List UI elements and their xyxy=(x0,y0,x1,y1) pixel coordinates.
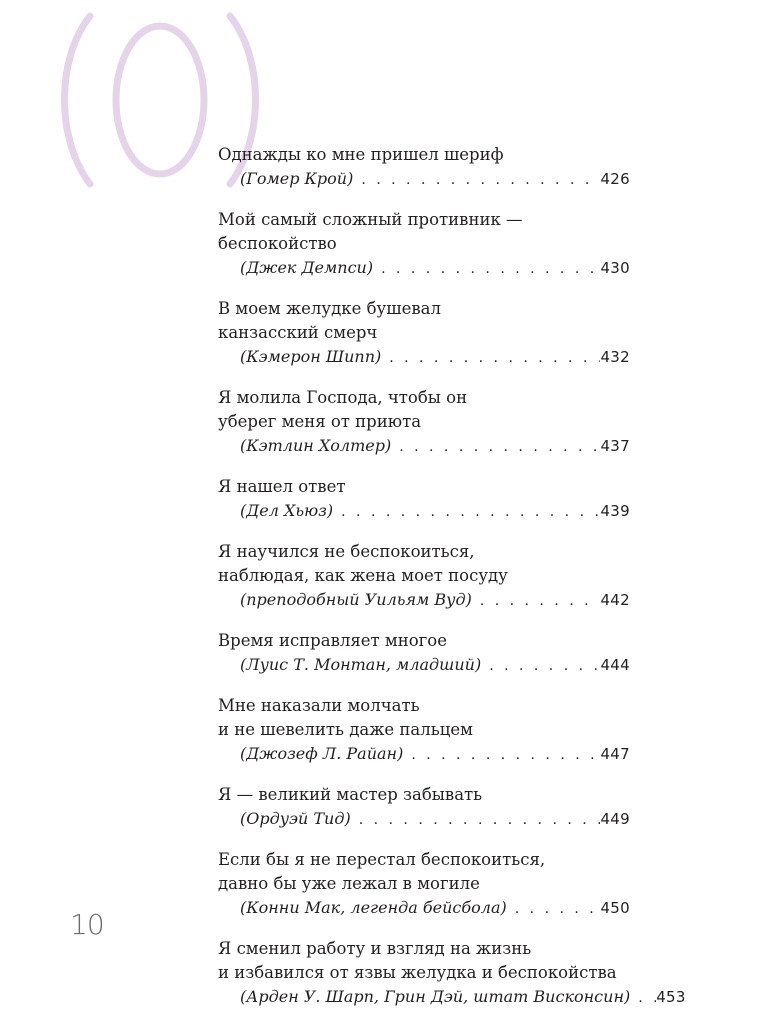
toc-entry-author: (Кэмерон Шипп) xyxy=(240,347,382,366)
toc-entry-author: (Дел Хьюз) xyxy=(240,501,334,520)
toc-entry-author-line xyxy=(218,434,630,459)
toc-entry-title: Я научился не беспокоиться, xyxy=(218,542,475,561)
toc-entry-page: 447 xyxy=(600,745,630,763)
toc-entry-author: (Джозеф Л. Райан) xyxy=(240,744,404,763)
dot-leader xyxy=(351,808,601,832)
dot-leader xyxy=(333,500,600,524)
toc-entry-author: (Гомер Крой) xyxy=(240,169,354,188)
section-mark-zero xyxy=(116,26,204,174)
toc-entry-page: 432 xyxy=(600,348,630,366)
toc-entry xyxy=(218,937,686,1010)
toc-entry-author-line xyxy=(218,653,630,678)
toc-entry xyxy=(218,297,630,370)
toc-entry-title: и избавился от язвы желудка и беспокойства xyxy=(218,963,617,982)
toc-entry xyxy=(218,694,630,767)
dot-leader xyxy=(373,257,600,281)
toc-entry-title: канзасский смерч xyxy=(218,323,378,342)
toc-entry-author-line xyxy=(218,499,630,524)
dot-leader xyxy=(403,743,600,767)
toc-entry-author-line xyxy=(218,256,630,281)
dot-leader xyxy=(391,435,600,459)
toc-entry-author-line xyxy=(218,807,630,832)
toc-entry-page: 444 xyxy=(600,656,630,674)
toc-entry xyxy=(218,208,630,281)
table-of-contents xyxy=(218,143,686,1026)
toc-entry-page: 442 xyxy=(600,591,630,609)
toc-entry-page: 450 xyxy=(600,899,630,917)
toc-entry xyxy=(218,629,630,678)
toc-entry xyxy=(218,143,630,192)
toc-entry-title: беспокойство xyxy=(218,234,337,253)
dot-leader xyxy=(481,654,600,678)
toc-entry xyxy=(218,386,630,459)
toc-entry-author: (Арден У. Шарп, Грин Дэй, штат Висконсин) xyxy=(240,987,631,1006)
toc-entry-page: 453 xyxy=(656,988,686,1006)
toc-entry-title: уберег меня от приюта xyxy=(218,412,422,431)
dot-leader xyxy=(630,986,656,1010)
toc-entry xyxy=(218,848,630,921)
toc-entry-title: Если бы я не перестал беспокоиться, xyxy=(218,850,546,869)
dot-leader xyxy=(353,168,600,192)
page-number: 10 xyxy=(70,908,104,941)
toc-entry xyxy=(218,783,630,832)
toc-entry-page: 449 xyxy=(600,810,630,828)
toc-entry-title: В моем желудке бушевал xyxy=(218,299,441,318)
toc-entry-title: наблюдая, как жена моет посуду xyxy=(218,566,508,585)
toc-entry-author: (Конни Мак, легенда бейсбола) xyxy=(240,898,507,917)
dot-leader xyxy=(472,589,601,613)
toc-entry-page: 437 xyxy=(600,437,630,455)
toc-entry-title: Я сменил работу и взгляд на жизнь xyxy=(218,939,532,958)
toc-entry-author: (Кэтлин Холтер) xyxy=(240,436,392,455)
toc-entry xyxy=(218,540,630,613)
toc-entry xyxy=(218,475,630,524)
toc-entry-author-line xyxy=(218,985,686,1010)
toc-entry-author-line xyxy=(218,345,630,370)
toc-entry-page: 426 xyxy=(600,170,630,188)
toc-entry-author: (преподобный Уильям Вуд) xyxy=(240,590,472,609)
toc-entry-author: (Джек Демпси) xyxy=(240,258,374,277)
toc-entry-author-line xyxy=(218,742,630,767)
toc-entry-author-line xyxy=(218,588,630,613)
toc-entry-title: Я — великий мастер забывать xyxy=(218,785,483,804)
toc-entry-title: давно бы уже лежал в могиле xyxy=(218,874,480,893)
toc-entry-title: Я молила Господа, чтобы он xyxy=(218,388,468,407)
toc-entry-title: Я нашел ответ xyxy=(218,477,346,496)
dot-leader xyxy=(381,346,600,370)
toc-entry-page: 430 xyxy=(600,259,630,277)
toc-entry-title: Мой самый сложный противник — xyxy=(218,210,523,229)
toc-entry-title: Мне наказали молчать xyxy=(218,696,420,715)
toc-entry-author: (Ордуэй Тид) xyxy=(240,809,351,828)
toc-entry-title: Однажды ко мне пришел шериф xyxy=(218,145,504,164)
section-mark-left-paren xyxy=(65,16,91,184)
dot-leader xyxy=(507,897,601,921)
toc-entry-page: 439 xyxy=(600,502,630,520)
toc-entry-title: и не шевелить даже пальцем xyxy=(218,720,473,739)
toc-entry-author-line xyxy=(218,167,630,192)
toc-entry-author: (Луис Т. Монтан, младший) xyxy=(240,655,482,674)
toc-entry-title: Время исправляет многое xyxy=(218,631,448,650)
toc-entry-author-line xyxy=(218,896,630,921)
